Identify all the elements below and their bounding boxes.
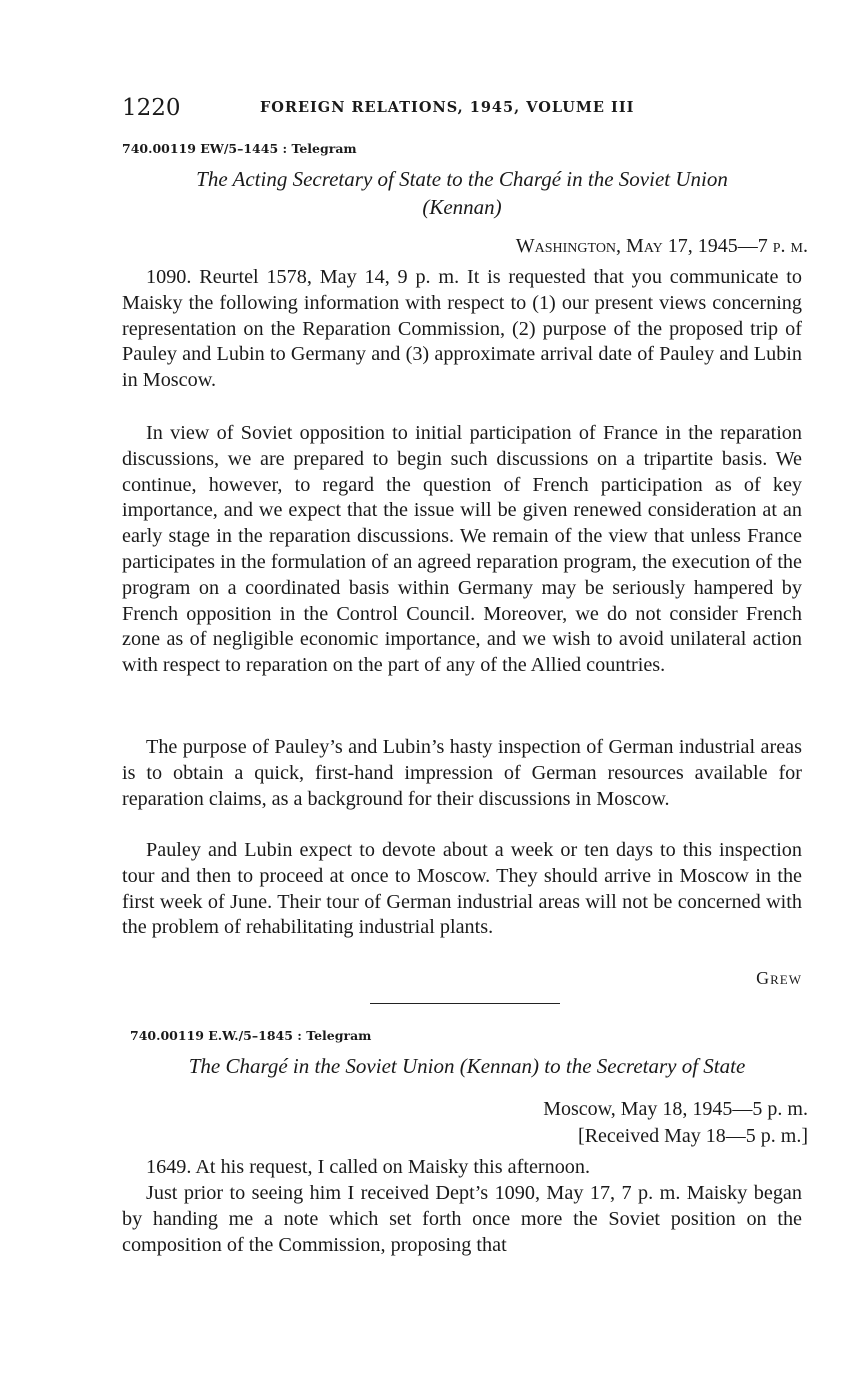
dateline-2-place-date: Moscow, May 18, 1945—5 p. m. <box>543 1098 808 1120</box>
page-header <box>122 95 812 125</box>
dateline-1: Washington, May 17, 1945—7 p. m. <box>515 235 808 257</box>
signature-1: Grew <box>756 968 802 988</box>
document-heading-1 <box>122 165 802 221</box>
paragraph-1-3: The purpose of Pauley’s and Lubin’s hasty inspection of German industrial areas is to obtain a quick, first-hand impression of German resources available for reparation claims, as a background for their discussions in Moscow. <box>122 736 802 810</box>
heading-line-2: (Kennan) <box>422 195 502 219</box>
file-reference-1: 740.00119 EW/5–1445 : Telegram <box>122 141 357 156</box>
document-heading-2: The Chargé in the Soviet Union (Kennan) to the Secretary of State <box>188 1054 746 1078</box>
dateline-2 <box>543 1096 808 1150</box>
dateline-2-received: [Received May 18—5 p. m.] <box>578 1125 808 1147</box>
heading-line-1: The Acting Secretary of State to the Chargé in the Soviet Union <box>196 167 728 191</box>
paragraph-2-2: Just prior to seeing him I received Dept’s 1090, May 17, 7 p. m. Maisky began by handing me a note which set forth once more the Soviet position on the composition of the Commission, proposing that <box>122 1182 802 1256</box>
paragraph-1-2: In view of Soviet opposition to initial participation of France in the reparation discussions, we are prepared to begin such discussions on a tripartite basis. We continue, however, to regard the question of French participation as of key importance, and we expect that the issue will be given renewed consideration at an early stage in the reparation discussions. We remain of the view that unless France participates in the formulation of an agreed reparation program, the execution of the program on a coordinated basis within Germany may be seriously hampered by French opposition in the Control Council. Moreover, we do not consider French zone as of negligible economic importance, and we wish to avoid unilateral action with respect to reparation on the part of any of the Allied countries. <box>122 422 802 677</box>
file-reference-2: 740.00119 E.W./5–1845 : Telegram <box>130 1028 372 1043</box>
page-number: 1220 <box>122 95 181 121</box>
paragraph-1-1: 1090. Reurtel 1578, May 14, 9 p. m. It is requested that you communicate to Maisky the following information with respect to (1) our present views concerning representation on the Reparation Commission, (2) purpose of the proposed trip of Pauley and Lubin to Germany and (3) approximate arrival date of Pauley and Lubin in Moscow. <box>122 266 802 392</box>
section-divider <box>370 1003 560 1004</box>
paragraph-2-1: 1649. At his request, I called on Maisky this afternoon. <box>146 1156 591 1178</box>
paragraph-1-4: Pauley and Lubin expect to devote about a week or ten days to this inspection tour and then to proceed at once to Moscow. They should arrive in Moscow in the first week of June. Their tour of German industrial areas will not be concerned with the problem of rehabilitating industrial plants. <box>122 839 802 939</box>
running-title: FOREIGN RELATIONS, 1945, VOLUME III <box>260 99 635 116</box>
